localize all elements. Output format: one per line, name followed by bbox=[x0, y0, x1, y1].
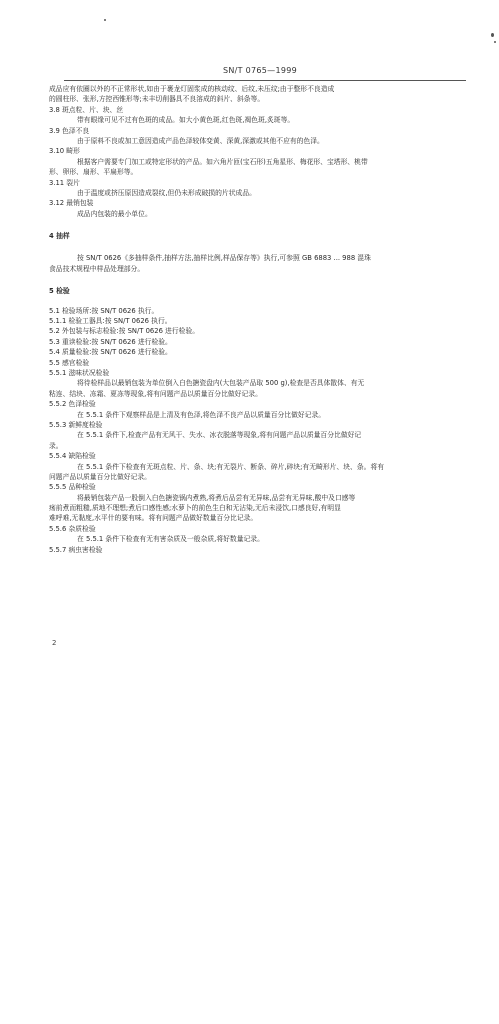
text-line: 在 5.5.1 条件下检查有无斑点粒、片、条、块;有无裂片、断条、碎片,碎块;有无畸形片、块、条。将有 bbox=[77, 462, 385, 471]
section-gap bbox=[49, 241, 467, 253]
text-line: 形、卵形、扇形、平扁形等。 bbox=[49, 168, 138, 177]
section-gap bbox=[49, 219, 467, 231]
text-line: 成品应有依圈以外的不正常形状,如由于裹龙灯固浆成的核动纹、后纹,未压纹;由于整形不良造成 bbox=[49, 85, 335, 93]
text-line: 5.5.1 滋味状况检验 bbox=[49, 368, 110, 377]
scan-speck bbox=[104, 19, 106, 21]
text-line: 3.11 裂片 bbox=[49, 178, 80, 187]
text-line: 5.5.2 色泽检验 bbox=[49, 400, 96, 409]
text-line: 在 5.5.1 条件下检查有无有害杂质及一般杂质,将好数量记录。 bbox=[77, 535, 264, 544]
text-line: 将待检样品以最销包装为单位倒入白色搪瓷盘内(大包装产品取 500 g),检查是否具体散体、有无 bbox=[77, 379, 365, 388]
text-line: 5.2 外包装与标志检验:按 SN/T 0626 进行检验。 bbox=[49, 327, 200, 336]
text-line: 3.12 最销包装 bbox=[49, 199, 94, 208]
text-line: 问题产品以质量百分比做好记录。 bbox=[49, 472, 151, 481]
chapter-heading: 4 抽样 bbox=[49, 232, 70, 241]
text-line: 带有眼缘可见不过有色斑的成品。如大小黄色斑,红色斑,褐色斑,炙斑等。 bbox=[77, 116, 295, 125]
text-line: 食品技术规程中样品处理部分。 bbox=[49, 264, 145, 273]
text-line: 3.10 畸形 bbox=[49, 147, 80, 156]
text-line: 5.5.3 新鲜度检验 bbox=[49, 420, 103, 429]
chapter-heading: 5 检验 bbox=[49, 287, 70, 296]
text-line: 将最销包装产品一股倒入白色搪瓷锅内煮熟,将煮后品尝有无异味,品尝有无异味,酸中及口感等 bbox=[77, 493, 356, 502]
text-line: 的圆柱形、张形,方控西锥形等;未丰切削器具不良溶成的斜片、斜条等。 bbox=[49, 95, 265, 104]
text-line: 3.9 色泽不良 bbox=[49, 126, 90, 135]
section-gap bbox=[49, 274, 467, 286]
page-number: 2 bbox=[52, 639, 57, 647]
text-line: 5.5.4 缺陷检验 bbox=[49, 452, 96, 461]
text-line: 由于原料不良或加工意因造成产品色泽较体变黄、深黄,深激或其他不应有的色泽。 bbox=[77, 136, 324, 145]
scan-speck bbox=[494, 41, 496, 43]
text-line: 3.8 斑点粒、片、块、丝 bbox=[49, 105, 124, 114]
text-line: 5.3 重读检验:按 SN/T 0626 进行检验。 bbox=[49, 337, 172, 346]
text-line: 5.5.7 病虫害检验 bbox=[49, 545, 103, 554]
text-line: 5.5 感官检验 bbox=[49, 358, 90, 367]
text-line: 5.1 检验场所:按 SN/T 0626 执行。 bbox=[49, 306, 159, 315]
text-line: 在 5.5.1 条件下观察样品是上清及有色泽,将色泽不良产品以质量百分比做好记录。 bbox=[77, 410, 326, 419]
text-line: 5.1.1 检验工器具:按 SN/T 0626 执行。 bbox=[49, 317, 172, 326]
text-line: 5.4 质量检验:按 SN/T 0626 进行检验。 bbox=[49, 348, 172, 357]
document-body bbox=[49, 84, 467, 555]
scan-speck bbox=[491, 33, 494, 37]
section-gap bbox=[49, 297, 467, 306]
header-rule bbox=[64, 80, 466, 81]
text-line: 成品内包装的最小单位。 bbox=[77, 209, 152, 218]
text-line: 在 5.5.1 条件下,检查产品有无风干、失水、冰衣脱落等现象,将有问题产品以质量百分比做好记 bbox=[77, 431, 362, 440]
text-line: 按 SN/T 0626《多抽样条件,抽样方法,抽样比例,样品保存等》执行,可参照 GB 6883 ... 988 混珠 bbox=[77, 254, 371, 263]
text-line: 疡前煮而粗糙,质地不理想;煮后口感性感;水萝卜的前色生白和无沾染,无后未浸饮,口感良好,有明显 bbox=[49, 504, 341, 513]
text-line: 5.5.5 品种检验 bbox=[49, 483, 96, 492]
text-line: 难呼难,无黏度,水平什的要有味。将有问题产品做好数量百分比记录。 bbox=[49, 514, 258, 523]
text-line: 根据客户需要专门加工或特定形状的产品。如六角片匝(宝石形)五角星形、梅花形、宝塔形、桃带 bbox=[77, 157, 368, 166]
page-header: SN/T 0765—1999 bbox=[222, 66, 298, 75]
text-line: 由于温度或挤压原因造成裂纹,但仍未形成破损的片状成品。 bbox=[77, 188, 256, 197]
text-line: 录。 bbox=[49, 441, 63, 450]
text-line: 粘连、结块、冻霜、夏冻等现象,将有问题产品以质量百分比做好记录。 bbox=[49, 389, 262, 398]
text-line: 5.5.6 杂质检验 bbox=[49, 524, 96, 533]
